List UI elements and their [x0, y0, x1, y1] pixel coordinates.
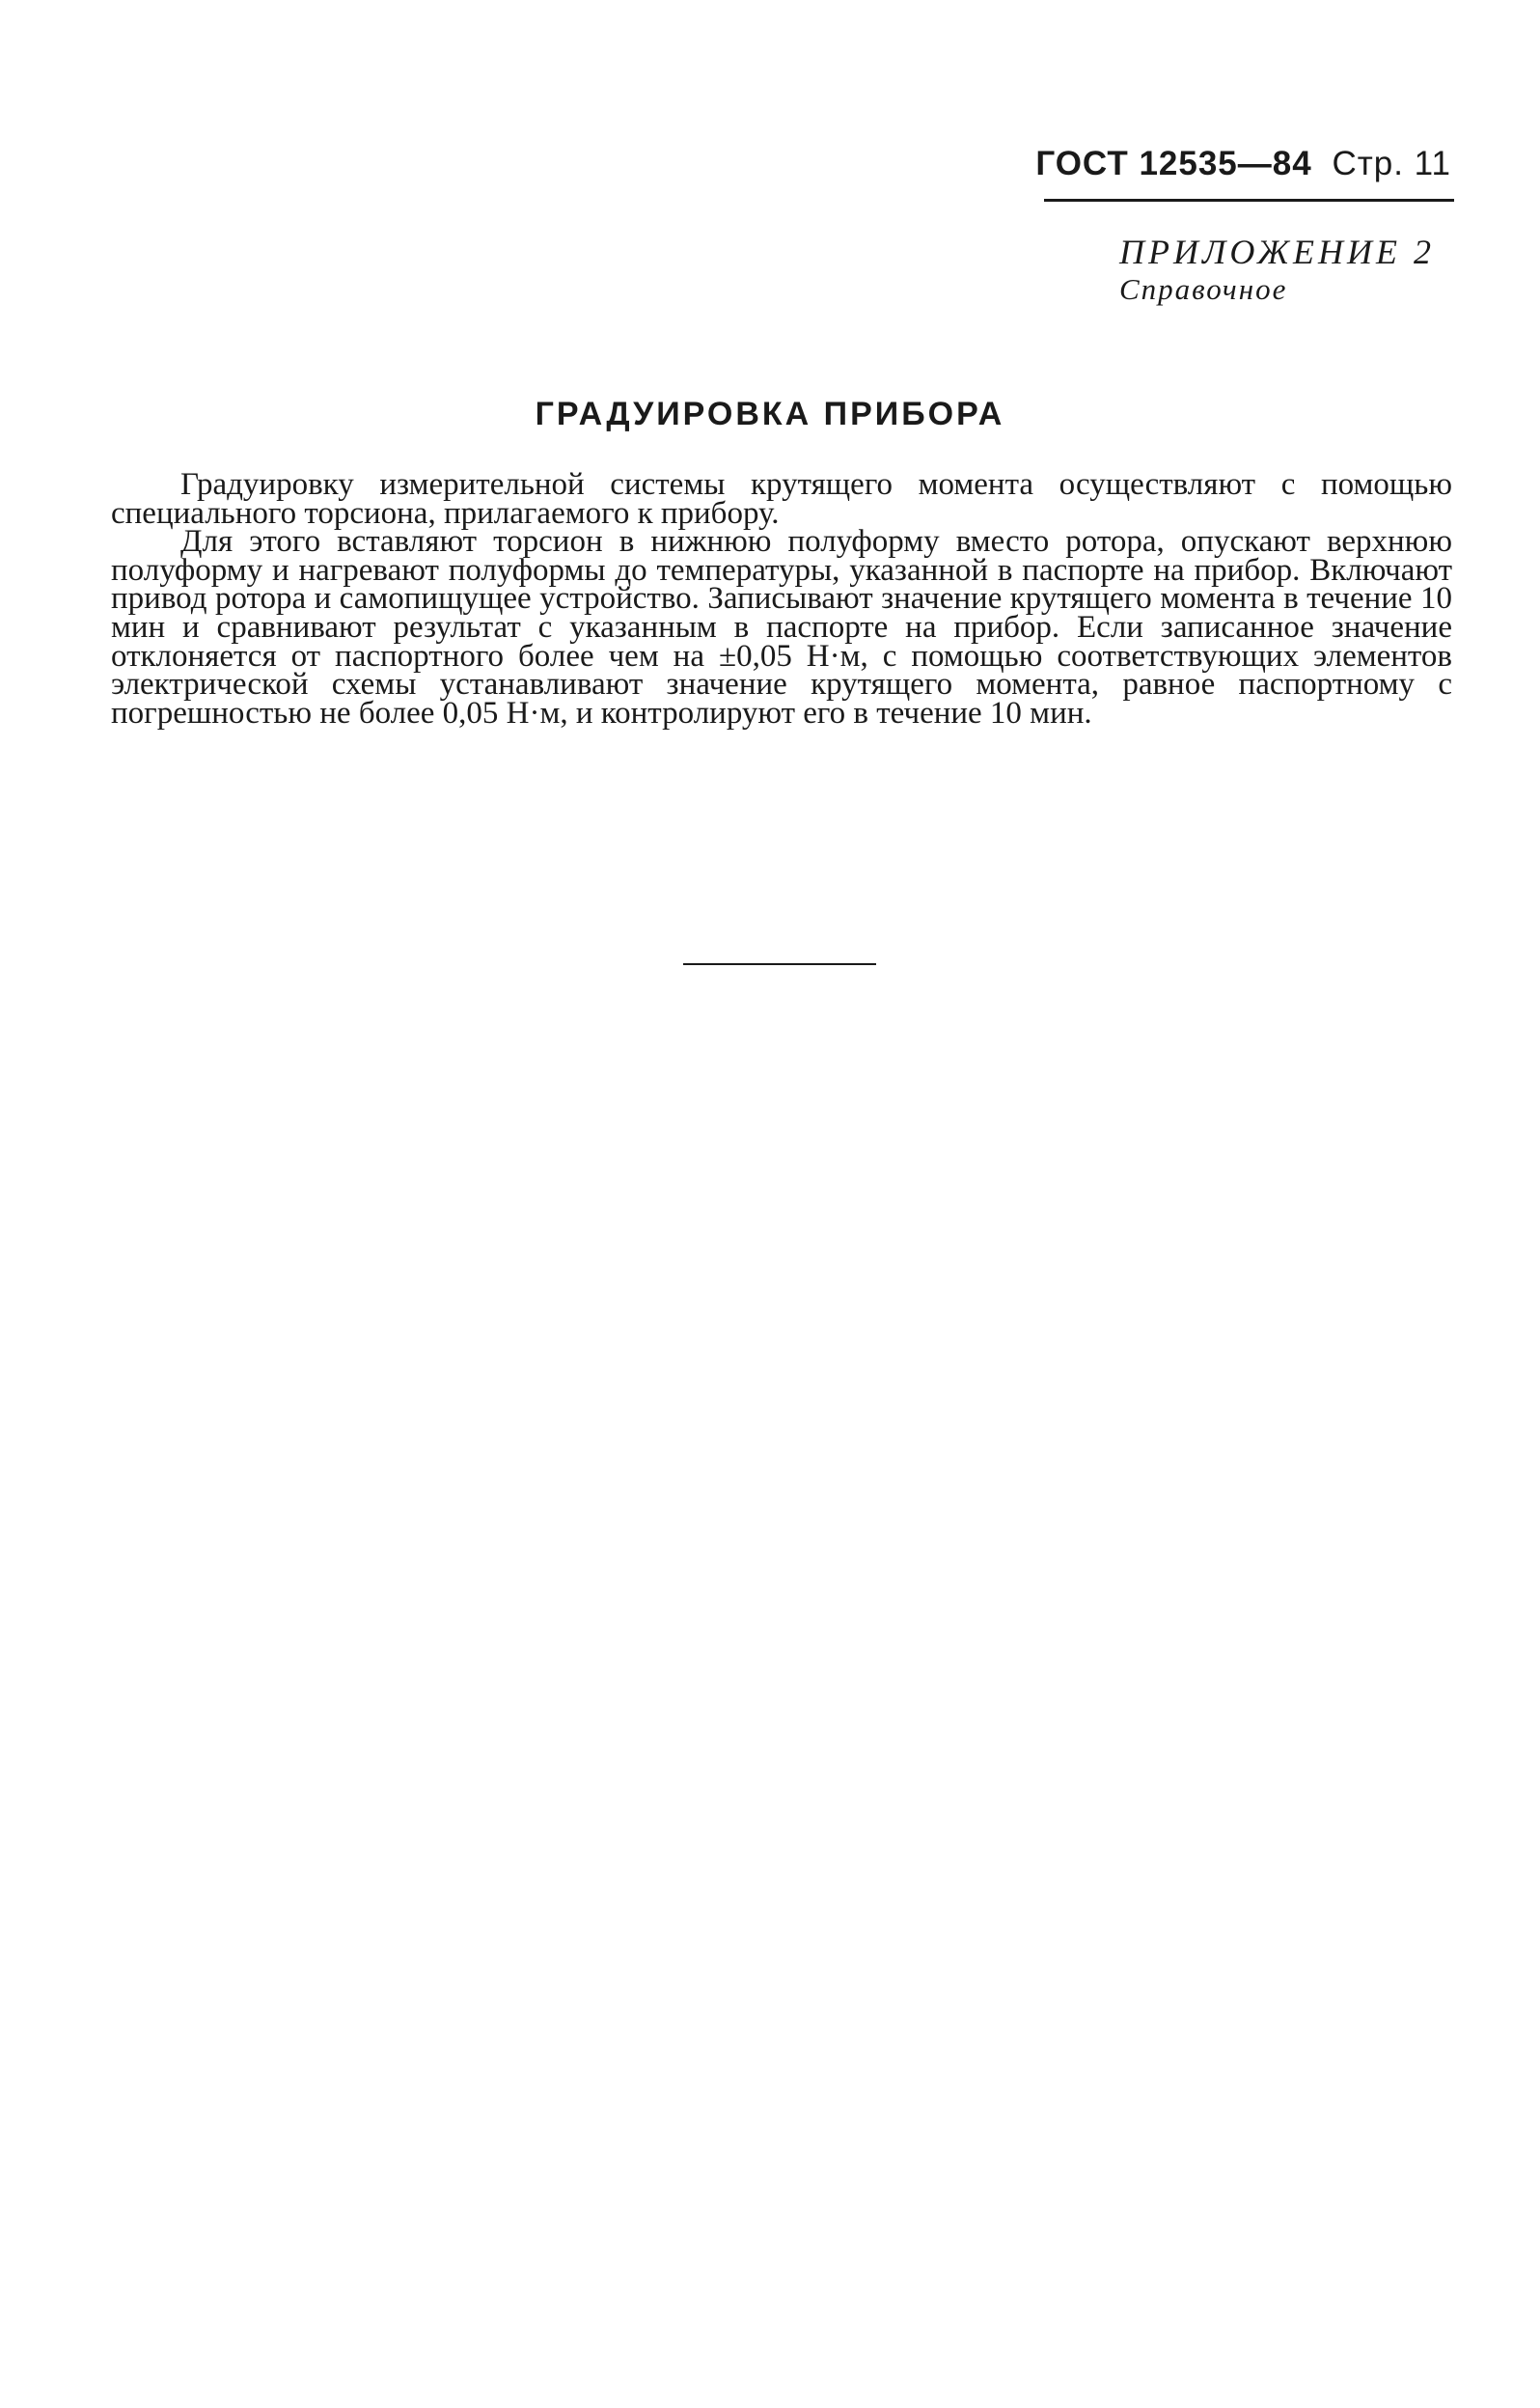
body-text: [111, 467, 1452, 731]
page-number: Стр. 11: [1332, 145, 1451, 182]
paragraph: Градуировку измерительной системы крутящего момента осуществляют с помощью специального торсиона, прилагаемого к прибору.: [111, 467, 1452, 531]
header-rule: [1044, 199, 1454, 202]
standard-number: ГОСТ 12535—84: [1035, 145, 1312, 182]
end-rule: [683, 963, 876, 965]
appendix-type: Справочное: [1119, 272, 1288, 306]
paragraph: Для этого вставляют торсион в нижнюю полуформу вместо ротора, опускают верхнюю полуформу и нагревают полуформы до температуры, указанной в паспорте на прибор. Включают привод ротора и самопищущее устройство. Записывают значение крутящего момента в течение 10 мин и сравнивают результат с указанным в паспорте на прибор. Если записанное значение отклоняется от паспортного более чем на ±0,05 Н·м, с помощью соответствующих элементов электрической схемы устанавливают значение крутящего момента, равное паспортному с погрешностью не более 0,05 Н·м, и контролируют его в течение 10 мин.: [111, 524, 1452, 731]
section-title: ГРАДУИРОВКА ПРИБОРА: [535, 396, 1005, 432]
page-header: [1035, 145, 1451, 183]
appendix-label: ПРИЛОЖЕНИЕ 2: [1119, 233, 1435, 271]
